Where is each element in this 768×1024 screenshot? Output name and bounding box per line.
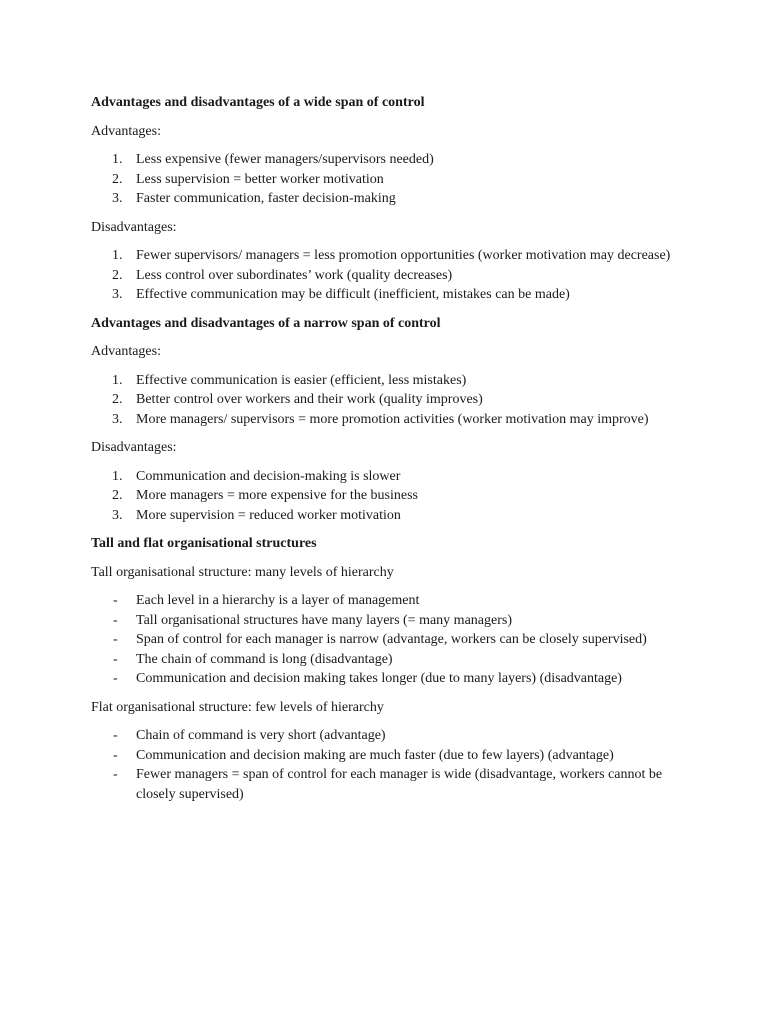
group-label-disadvantages: Disadvantages: [91, 219, 177, 235]
group-label-tall-structure: Tall organisational structure: many levels of hierarchy [91, 564, 394, 580]
list-item [91, 390, 691, 410]
list-item [91, 650, 691, 670]
list-item-text: Less control over subordinates’ work (quality decreases) [136, 267, 453, 283]
list-item-text: Tall organisational structures have many layers (= many managers) [136, 612, 512, 628]
numbered-list [91, 467, 691, 526]
list-dash: - [113, 728, 118, 743]
list-number: 2. [112, 392, 123, 407]
list-number: 2. [112, 488, 123, 503]
group-label-advantages: Advantages: [91, 123, 161, 139]
group-label-advantages: Advantages: [91, 344, 161, 359]
list-item-text: More managers = more expensive for the business [136, 488, 418, 503]
list-item [91, 150, 691, 170]
list-item [91, 285, 691, 305]
list-item-text: Communication and decision making takes longer (due to many layers) (disadvantage) [136, 671, 622, 686]
list-item-text: Fewer supervisors/ managers = less promotion opportunities (worker motivation may decrease) [136, 248, 671, 263]
list-dash: - [113, 593, 118, 608]
document-page [91, 93, 691, 813]
list-item-text: The chain of command is long (disadvantage) [136, 651, 393, 667]
list-item-text: Chain of command is very short (advantage) [136, 728, 386, 743]
list-number: 3. [112, 191, 123, 206]
list-item-text: More supervision = reduced worker motivation [136, 507, 401, 523]
list-number: 2. [112, 171, 123, 187]
list-number: 1. [112, 372, 123, 388]
list-dash: - [113, 651, 118, 667]
list-item [91, 726, 691, 746]
list-number: 2. [112, 267, 123, 283]
list-number: 1. [112, 248, 123, 263]
list-item [91, 371, 691, 391]
list-item [91, 630, 691, 650]
numbered-list [91, 246, 691, 305]
list-item-text: Effective communication may be difficult (inefficient, mistakes can be made) [136, 287, 570, 302]
list-item [91, 591, 691, 611]
list-item-text: Better control over workers and their work (quality improves) [136, 392, 483, 407]
list-dash: - [113, 632, 118, 647]
dashed-list [91, 591, 691, 689]
list-number: 1. [112, 152, 123, 167]
list-item [91, 669, 691, 689]
list-item-text: Communication and decision-making is slower [136, 468, 401, 484]
group-label-flat-structure: Flat organisational structure: few levels of hierarchy [91, 699, 384, 715]
list-item [91, 506, 691, 526]
list-item-text: Span of control for each manager is narrow (advantage, workers can be closely supervised) [136, 632, 647, 647]
list-dash: - [113, 767, 118, 782]
numbered-list [91, 371, 691, 430]
numbered-list [91, 150, 691, 209]
list-dash: - [113, 671, 118, 686]
list-item-text: More managers/ supervisors = more promotion activities (worker motivation may improve) [136, 411, 649, 427]
list-number: 1. [112, 468, 123, 484]
list-number: 3. [112, 287, 123, 302]
list-item [91, 611, 691, 631]
section-heading-narrow-span: Advantages and disadvantages of a narrow span of control [91, 315, 441, 331]
list-item [91, 746, 691, 766]
list-item-text: Communication and decision making are much faster (due to few layers) (advantage) [136, 747, 614, 763]
list-item-text: Less expensive (fewer managers/supervisors needed) [136, 152, 434, 167]
list-item-text: Less supervision = better worker motivation [136, 171, 384, 187]
list-item [91, 486, 691, 506]
section-heading-wide-span: Advantages and disadvantages of a wide span of control [91, 95, 425, 110]
list-item-text: Faster communication, faster decision-making [136, 191, 396, 206]
list-item-text: Each level in a hierarchy is a layer of management [136, 593, 420, 608]
list-item [91, 266, 691, 286]
list-item-text: Fewer managers = span of control for each manager is wide (disadvantage, workers cannot be closely supervised) [136, 767, 663, 802]
list-dash: - [113, 612, 118, 628]
list-item [91, 410, 691, 430]
dashed-list [91, 726, 691, 804]
list-item [91, 765, 691, 804]
section-heading-tall-flat: Tall and flat organisational structures [91, 536, 317, 551]
list-number: 3. [112, 411, 123, 427]
list-item-text: Effective communication is easier (efficient, less mistakes) [136, 372, 467, 388]
list-item [91, 246, 691, 266]
list-item [91, 170, 691, 190]
list-item [91, 467, 691, 487]
list-number: 3. [112, 507, 123, 523]
list-dash: - [113, 747, 118, 763]
group-label-disadvantages: Disadvantages: [91, 440, 177, 455]
list-item [91, 189, 691, 209]
